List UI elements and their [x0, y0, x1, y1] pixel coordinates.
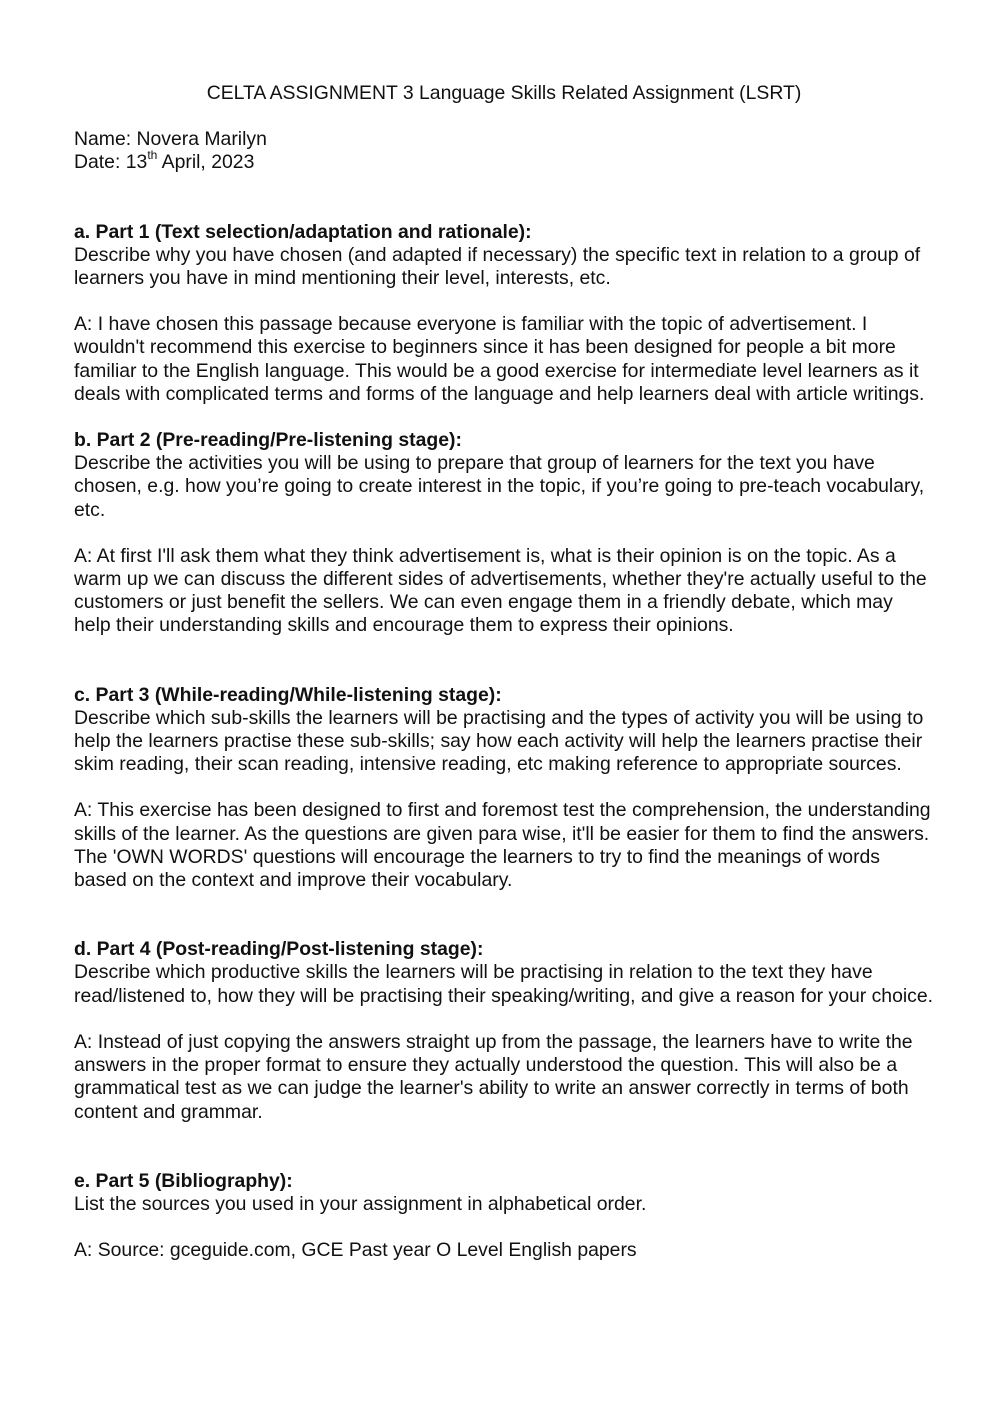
section-part-1	[74, 221, 934, 406]
section-prompt: Describe which sub-skills the learners will be practising and the types of activity you will be using to help the learners practise these sub-skills; say how each activity will help the learners practise their skim reading, their scan reading, intensive reading, etc making reference to appropriate sources.	[74, 706, 924, 776]
section-prompt: Describe why you have chosen (and adapted if necessary) the specific text in relation to a group of learners you have in mind mentioning their level, interests, etc.	[74, 243, 921, 290]
section-part-4	[74, 938, 934, 1123]
section-prompt: List the sources you used in your assignment in alphabetical order.	[74, 1192, 647, 1215]
section-part-5	[74, 1170, 934, 1263]
section-answer: A: Instead of just copying the answers straight up from the passage, the learners have to write the answers in the proper format to ensure they actually understood the question. This will also be a grammatical test as we can judge the learner's ability to write an answer correctly in terms of both content and grammar.	[74, 1030, 913, 1123]
section-heading: d. Part 4 (Post-reading/Post-listening stage):	[74, 938, 484, 961]
section-heading: b. Part 2 (Pre-reading/Pre-listening stage):	[74, 429, 462, 452]
author-info	[74, 128, 934, 174]
document-page	[74, 82, 934, 1262]
section-answer: A: I have chosen this passage because everyone is familiar with the topic of advertisement. I wouldn't recommend this exercise to beginners since it has been designed for people a bit more familiar to the English language. This would be a good exercise for intermediate level learners as it deals with complicated terms and forms of the language and help learners deal with article writings.	[74, 313, 925, 405]
section-heading: e. Part 5 (Bibliography):	[74, 1169, 293, 1192]
section-prompt: Describe the activities you will be using to prepare that group of learners for the text you have chosen, e.g. how you’re going to create interest in the topic, if you’re going to pre-teach vocabulary, etc.	[74, 452, 925, 521]
section-part-2	[74, 429, 934, 638]
section-heading: a. Part 1 (Text selection/adaptation and rationale):	[74, 220, 532, 243]
date-suffix: April, 2023	[157, 151, 255, 174]
author-name: Name: Novera Marilyn	[74, 128, 267, 151]
section-answer: A: This exercise has been designed to first and foremost test the comprehension, the understanding skills of the learner. As the questions are given para wise, it'll be easier for them to find the answers. The 'OWN WORDS' questions will encourage the learners to try to find the meanings of words based on the context and improve their vocabulary.	[74, 799, 931, 892]
section-answer: A: At first I'll ask them what they think advertisement is, what is their opinion is on the topic. As a warm up we can discuss the different sides of advertisements, whether they're actually useful to the customers or just benefit the sellers. We can even engage them in a friendly debate, which may help their understanding skills and encourage them to express their opinions.	[74, 544, 927, 637]
section-heading: c. Part 3 (While-reading/While-listening stage):	[74, 683, 502, 706]
section-prompt: Describe which productive skills the learners will be practising in relation to the text they have read/listened to, how they will be practising their speaking/writing, and give a reason for your choice.	[74, 961, 934, 1007]
section-part-3	[74, 684, 934, 893]
section-answer: A: Source: gceguide.com, GCE Past year O Level English papers	[74, 1239, 637, 1262]
submission-date	[74, 147, 934, 174]
date-prefix: Date: 13	[74, 151, 148, 174]
date-ordinal: th	[147, 147, 158, 162]
document-title: CELTA ASSIGNMENT 3 Language Skills Related Assignment (LSRT)	[206, 82, 802, 104]
